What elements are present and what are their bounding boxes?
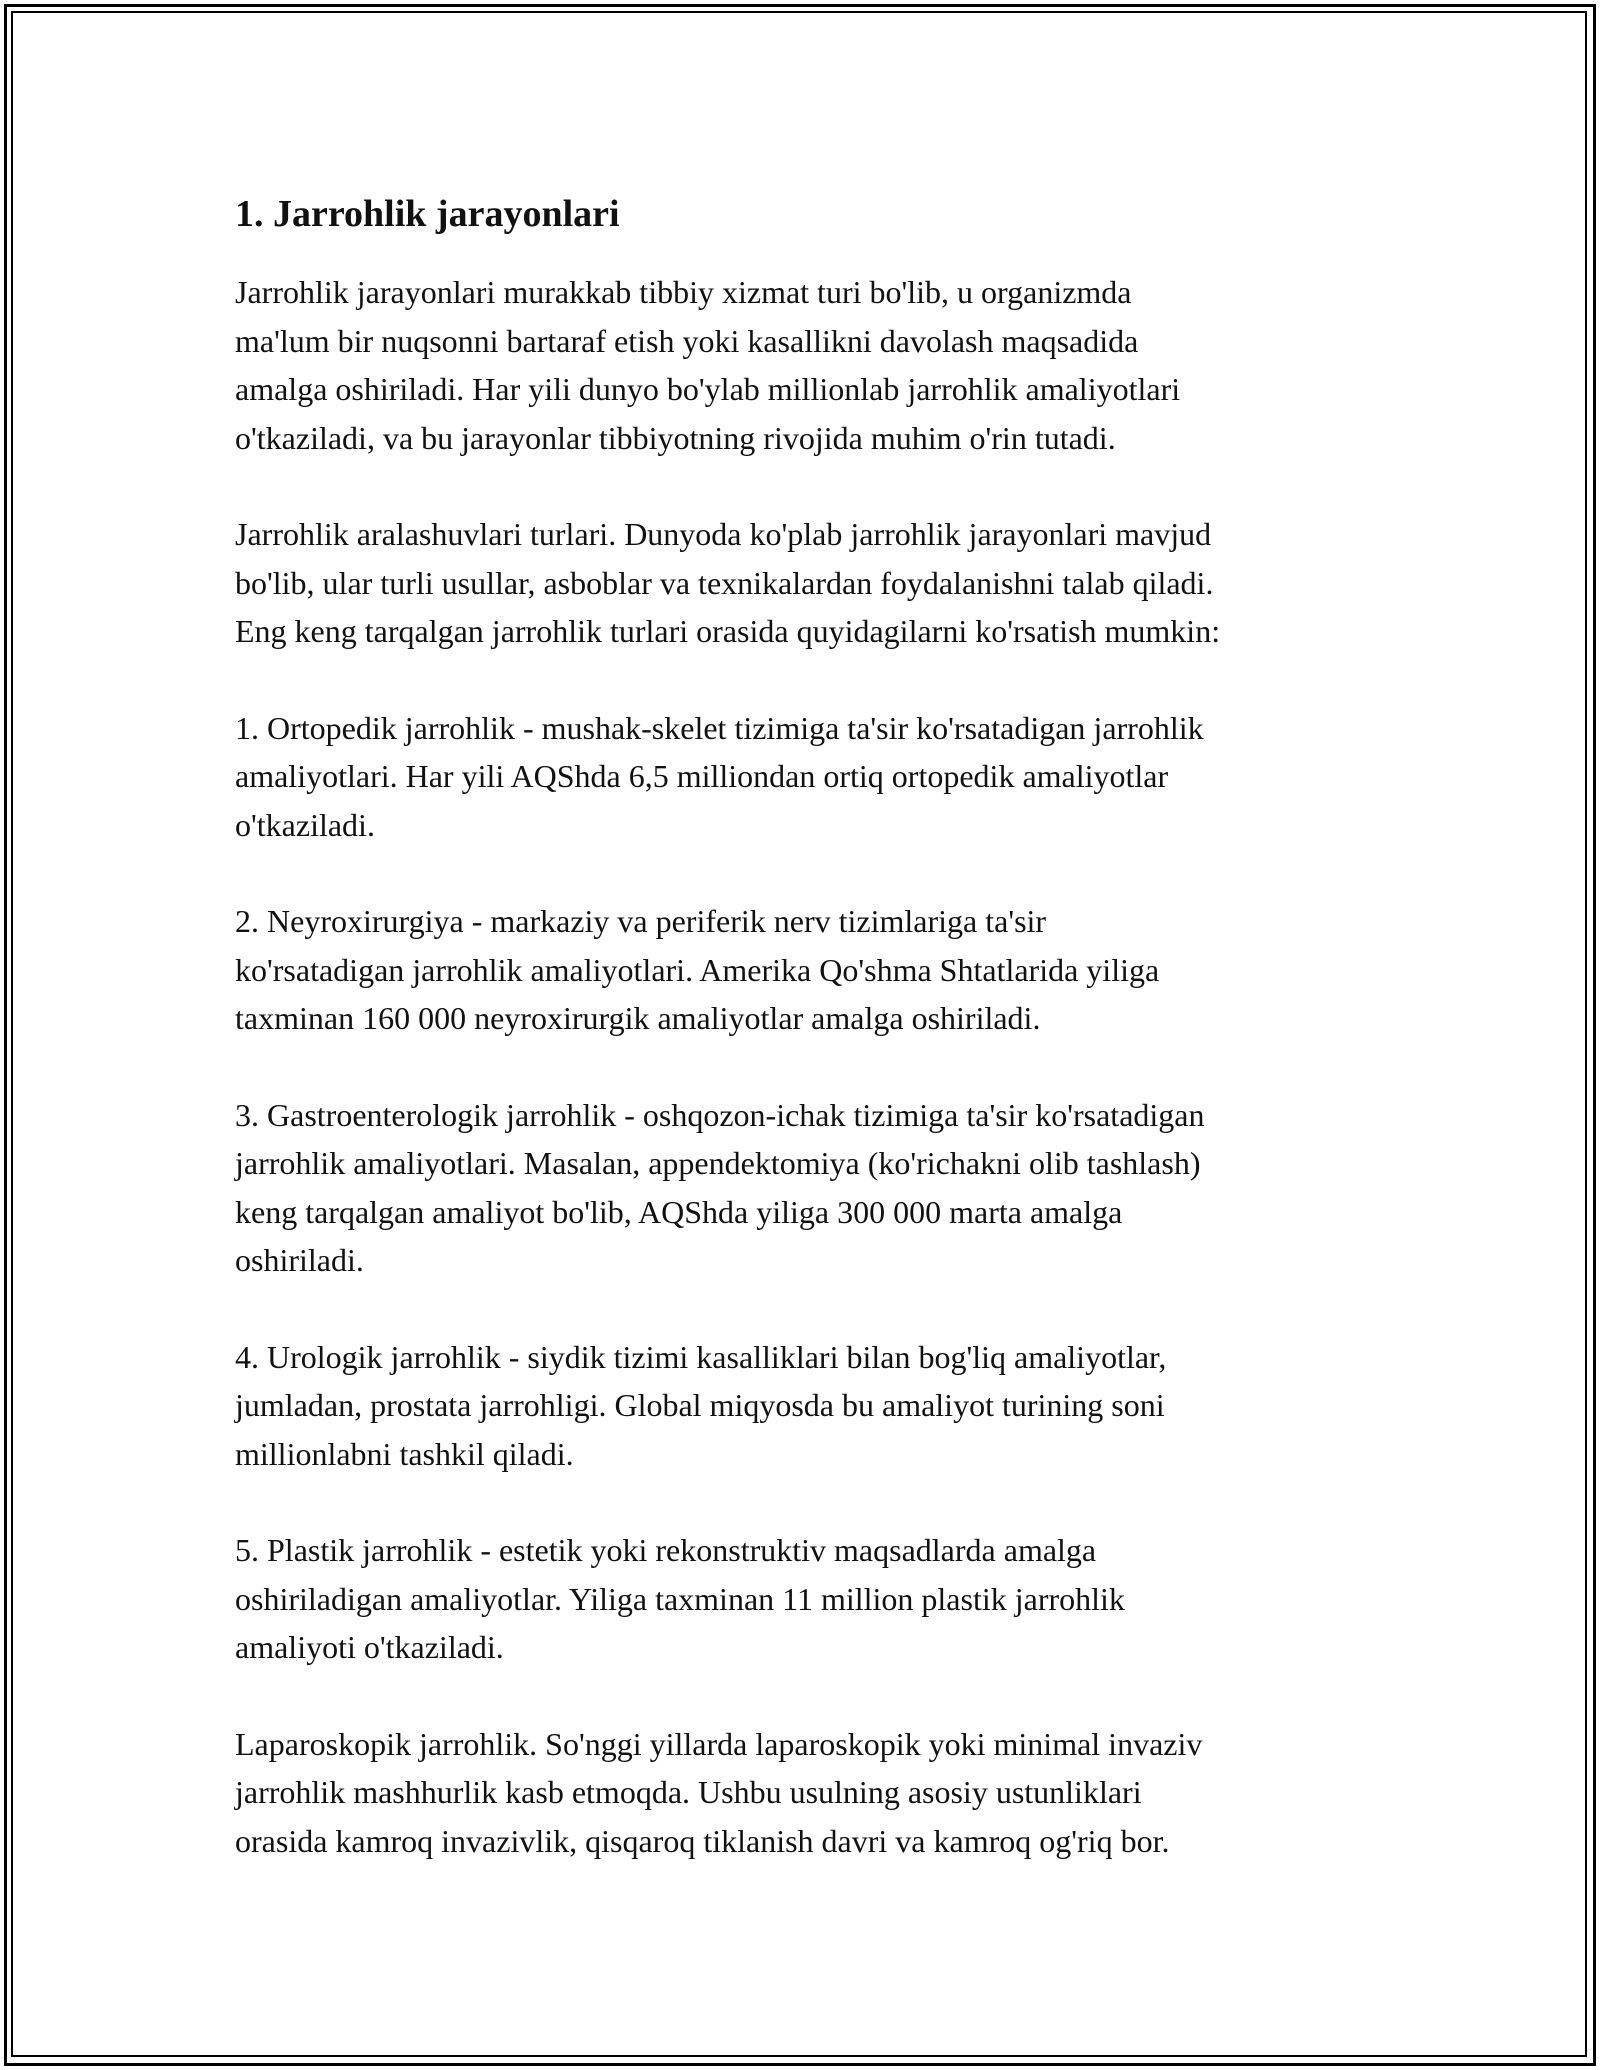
- paragraph: [235, 268, 1375, 462]
- paragraph-line: 5. Plastik jarrohlik - estetik yoki rekonstruktiv maqsadlarda amalga: [235, 1532, 1097, 1568]
- paragraph-line: taxminan 160 000 neyroxirurgik amaliyotlar amalga oshiriladi.: [235, 1000, 1041, 1036]
- document-body: [235, 186, 1375, 1913]
- paragraph: [235, 1333, 1375, 1479]
- paragraph-line: 3. Gastroenterologik jarrohlik - oshqozon-ichak tizimiga ta'sir ko'rsatadigan: [235, 1096, 1205, 1133]
- paragraph-line: Jarrohlik jarayonlari murakkab tibbiy xizmat turi bo'lib, u organizmda: [235, 274, 1132, 310]
- paragraph: [235, 1091, 1375, 1285]
- paragraph: [235, 704, 1375, 850]
- paragraph-line: amaliyotlari. Har yili AQShda 6,5 milliondan ortiq ortopedik amaliyotlar: [235, 758, 1169, 794]
- paragraph: [235, 510, 1375, 656]
- paragraph-line: millionlabni tashkil qiladi.: [235, 1435, 574, 1472]
- paragraph-line: o'tkaziladi.: [235, 806, 375, 843]
- paragraph: [235, 897, 1375, 1043]
- paragraph-line: bo'lib, ular turli usullar, asboblar va texnikalardan foydalanishni talab qiladi.: [235, 564, 1214, 601]
- paragraph-line: amaliyoti o'tkaziladi.: [235, 1629, 504, 1665]
- section-heading: 1. Jarrohlik jarayonlari: [235, 193, 620, 235]
- paragraph-line: o'tkaziladi, va bu jarayonlar tibbiyotning rivojida muhim o'rin tutadi.: [235, 419, 1116, 456]
- paragraph-line: jumladan, prostata jarrohligi. Global miqyosda bu amaliyot turining soni: [235, 1387, 1165, 1423]
- paragraph-line: ko'rsatadigan jarrohlik amaliyotlari. Amerika Qo'shma Shtatlarida yiliga: [235, 951, 1160, 988]
- paragraph-line: amalga oshiriladi. Har yili dunyo bo'ylab millionlab jarrohlik amaliyotlari: [235, 371, 1181, 407]
- paragraph-line: oshiriladi.: [235, 1242, 364, 1278]
- paragraph: [235, 1720, 1375, 1866]
- paragraph-line: Jarrohlik aralashuvlari turlari. Dunyoda ko'plab jarrohlik jarayonlari mavjud: [235, 516, 1212, 552]
- paragraph-line: Eng keng tarqalgan jarrohlik turlari orasida quyidagilarni ko'rsatish mumkin:: [235, 613, 1221, 649]
- paragraph-line: keng tarqalgan amaliyot bo'lib, AQShda yiliga 300 000 marta amalga: [235, 1193, 1123, 1230]
- paragraph-line: jarrohlik mashhurlik kasb etmoqda. Ushbu usulning asosiy ustunliklari: [235, 1774, 1142, 1810]
- paragraph-line: 1. Ortopedik jarrohlik - mushak-skelet tizimiga ta'sir ko'rsatadigan jarrohlik: [235, 709, 1204, 746]
- paragraph-line: 4. Urologik jarrohlik - siydik tizimi kasalliklari bilan bog'liq amaliyotlar,: [235, 1338, 1167, 1375]
- paragraph-line: ma'lum bir nuqsonni bartaraf etish yoki kasallikni davolash maqsadida: [235, 322, 1139, 359]
- paragraph-line: Laparoskopik jarrohlik. So'nggi yillarda laparoskopik yoki minimal invaziv: [235, 1725, 1203, 1762]
- paragraph-list: [235, 268, 1375, 1865]
- paragraph-line: oshiriladigan amaliyotlar. Yiliga taxminan 11 million plastik jarrohlik: [235, 1580, 1125, 1617]
- paragraph-line: orasida kamroq invazivlik, qisqaroq tiklanish davri va kamroq og'riq bor.: [235, 1822, 1170, 1859]
- paragraph-line: 2. Neyroxirurgiya - markaziy va periferik nerv tizimlariga ta'sir: [235, 903, 1047, 939]
- paragraph-line: jarrohlik amaliyotlari. Masalan, appendektomiya (ko'richakni olib tashlash): [235, 1145, 1201, 1181]
- paragraph: [235, 1526, 1375, 1672]
